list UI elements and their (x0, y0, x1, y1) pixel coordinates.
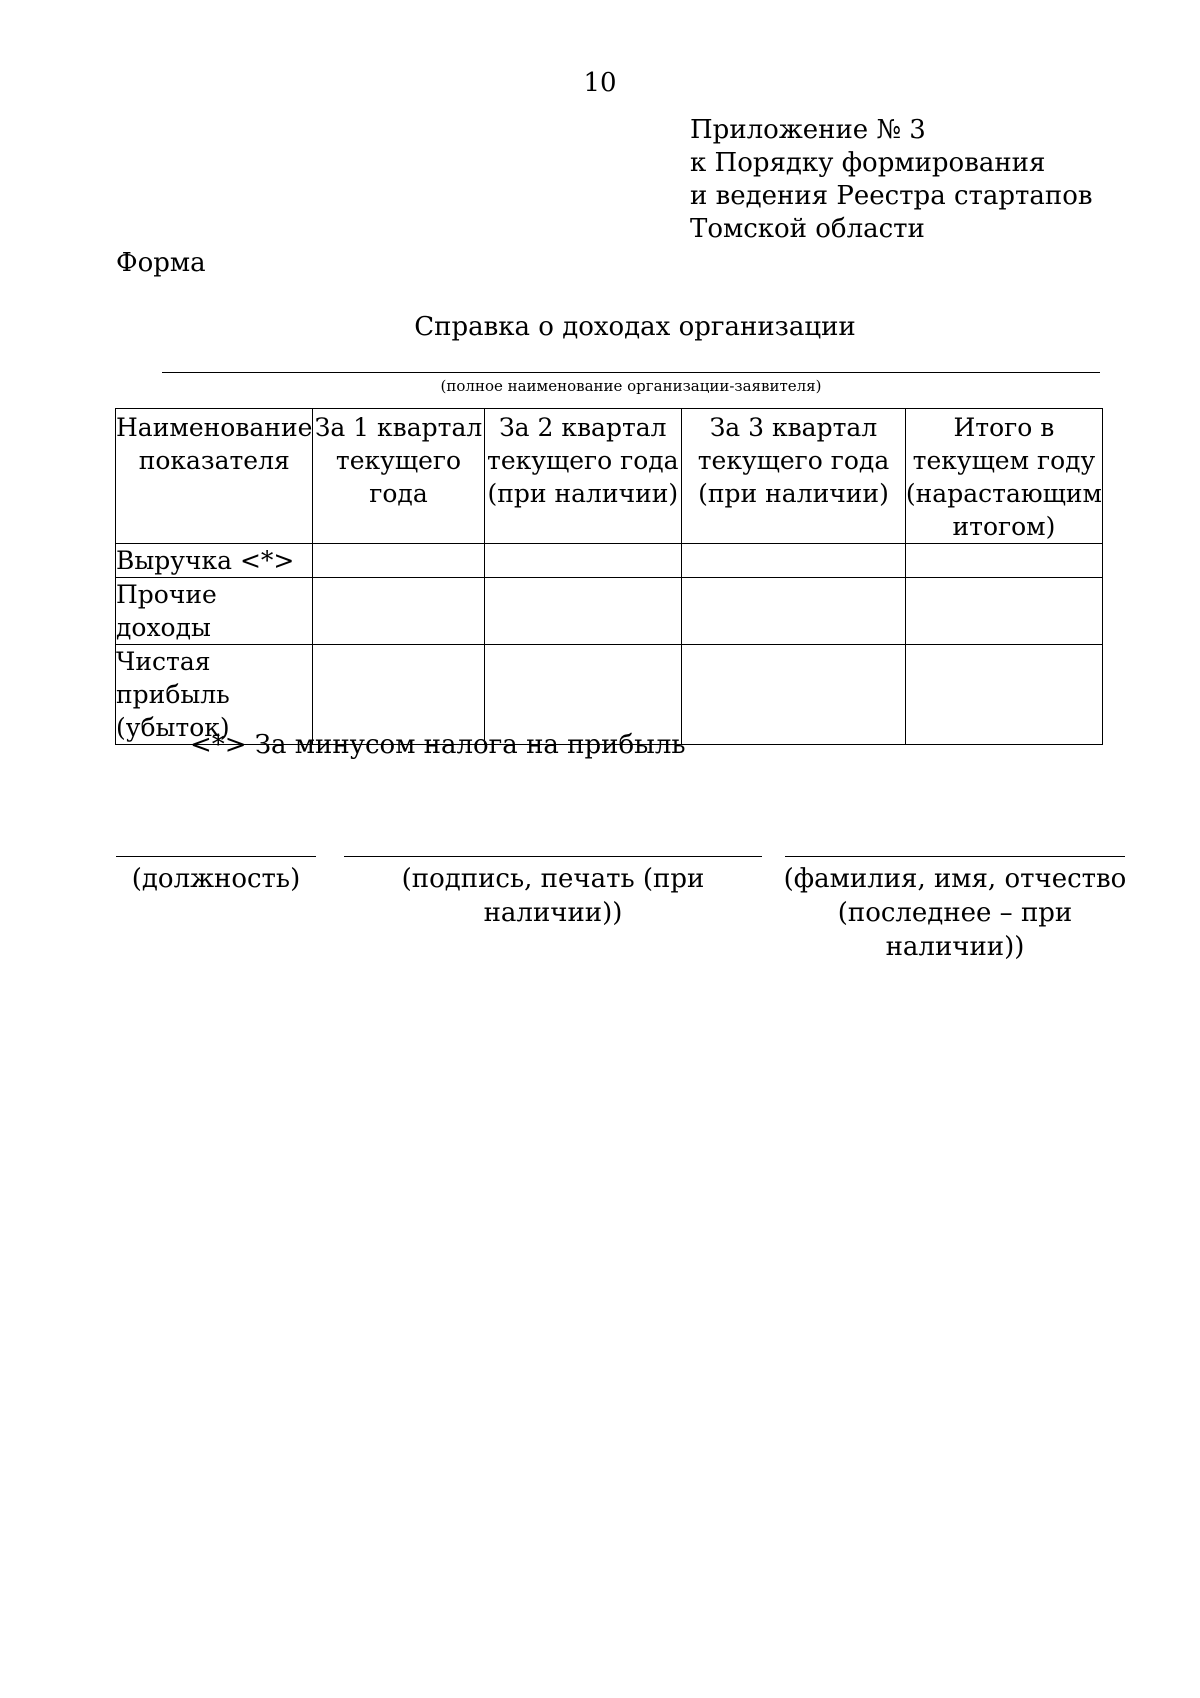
appendix-line: Приложение № 3 (690, 115, 926, 145)
cell-other-q1[interactable] (313, 578, 484, 645)
full-name-line[interactable] (785, 856, 1125, 857)
organization-name-caption: (полное наименование организации-заявителя) (440, 377, 822, 395)
full-name-caption (770, 862, 1140, 964)
cell-profit-total[interactable] (905, 645, 1102, 745)
full-name-caption-line: (последнее – при наличии)) (837, 898, 1073, 962)
cell-other-total[interactable] (905, 578, 1102, 645)
row-label-other-income: Прочие доходы (116, 578, 313, 645)
cell-revenue-q1[interactable] (313, 544, 484, 578)
signature-line[interactable] (344, 856, 762, 857)
appendix-line: к Порядку формирования (690, 148, 1046, 178)
table-header-row (116, 409, 1103, 544)
row-label-revenue: Выручка <*> (116, 544, 313, 578)
table-row (116, 544, 1103, 578)
header-total: Итого в текущем году (нарастающим итогом) (905, 409, 1102, 544)
income-table (115, 408, 1103, 745)
position-caption: (должность) (131, 864, 301, 894)
appendix-line: Томской области (690, 214, 925, 244)
cell-other-q2[interactable] (484, 578, 681, 645)
cell-revenue-total[interactable] (905, 544, 1102, 578)
table-row (116, 578, 1103, 645)
cell-other-q3[interactable] (682, 578, 906, 645)
full-name-caption-line: (фамилия, имя, отчество (783, 864, 1127, 894)
footnote: <*> За минусом налога на прибыль (190, 730, 686, 760)
signature-caption: (подпись, печать (при наличии)) (401, 864, 705, 928)
appendix-line: и ведения Реестра стартапов (690, 181, 1093, 211)
header-q2: За 2 квартал текущего года (при наличии) (484, 409, 681, 544)
row-label-net-profit: Чистая прибыль (убыток) (116, 645, 313, 745)
header-q1: За 1 квартал текущего года (313, 409, 484, 544)
cell-revenue-q2[interactable] (484, 544, 681, 578)
document-title: Справка о доходах организации (414, 312, 856, 342)
cell-profit-q3[interactable] (682, 645, 906, 745)
organization-name-line[interactable] (162, 372, 1100, 373)
form-label: Форма (116, 248, 206, 278)
page-number: 10 (583, 68, 617, 98)
header-indicator: Наименование показателя (116, 409, 313, 544)
header-q3: За 3 квартал текущего года (при наличии) (682, 409, 906, 544)
position-line[interactable] (116, 856, 316, 857)
cell-revenue-q3[interactable] (682, 544, 906, 578)
appendix-block (690, 114, 1170, 246)
